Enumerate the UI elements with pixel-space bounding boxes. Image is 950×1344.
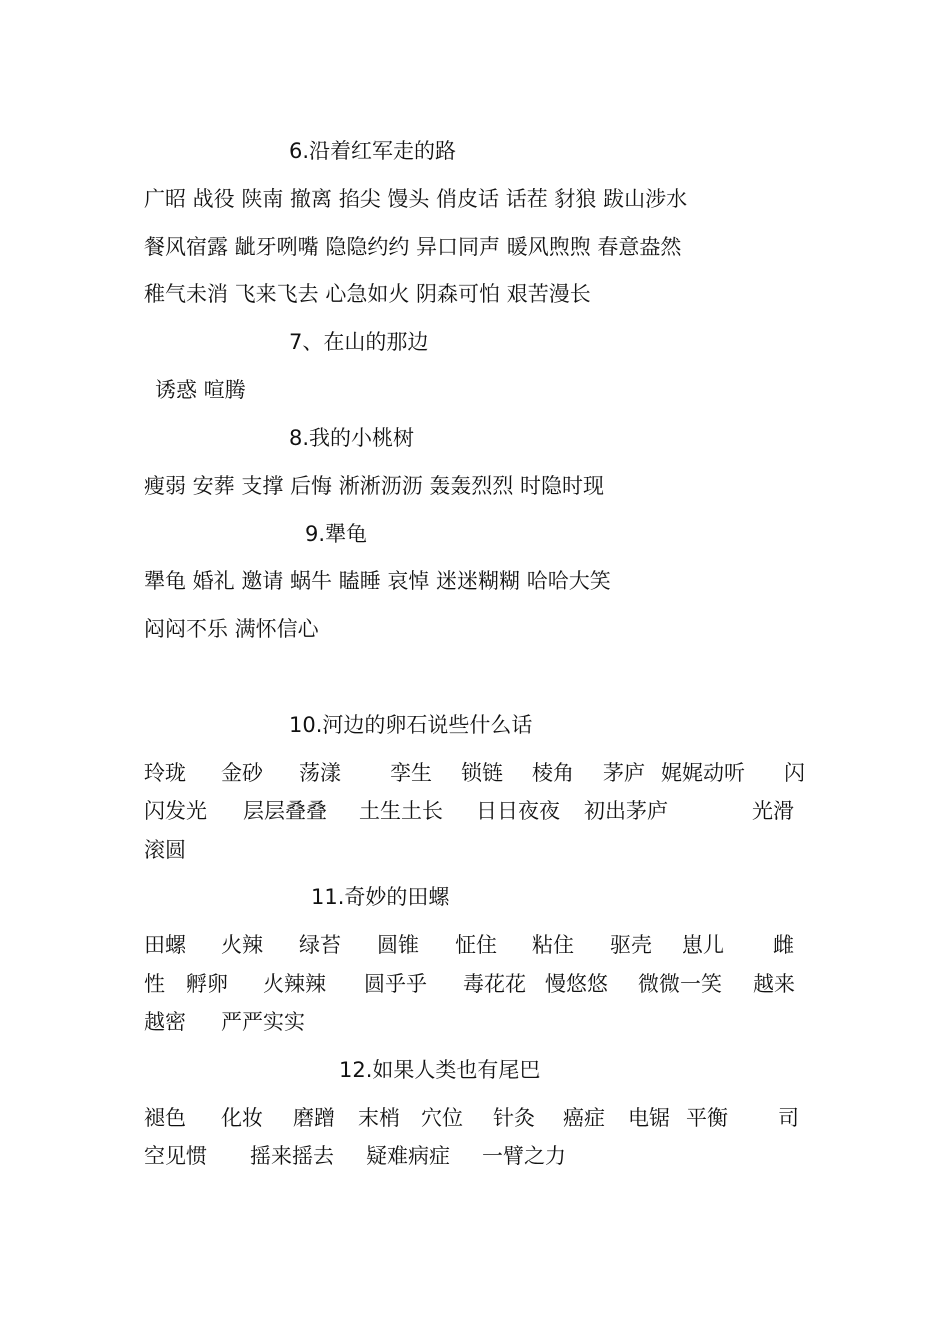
vocab-word: 金砂	[221, 761, 263, 785]
vocab-word: 褪色	[144, 1106, 186, 1130]
vocab-word: 娓娓动听	[661, 761, 745, 785]
vocab-word: 性	[144, 972, 165, 996]
lesson-heading: 8.我的小桃树	[289, 426, 415, 450]
vocab-word: 日日夜夜	[476, 799, 560, 823]
vocab-word: 驱壳	[610, 933, 652, 957]
vocab-word: 玲珑	[144, 761, 186, 785]
vocab-line: 诱惑 喧腾	[155, 378, 246, 402]
vocab-line: 闷闷不乐 满怀信心	[144, 617, 319, 641]
vocab-word: 慢悠悠	[545, 972, 608, 996]
vocab-word: 平衡	[686, 1106, 728, 1130]
vocab-word: 针灸	[493, 1106, 535, 1130]
vocab-word: 棱角	[532, 761, 574, 785]
vocab-line: 犟龟 婚礼 邀请 蜗牛 瞌睡 哀悼 迷迷糊糊 哈哈大笑	[144, 569, 611, 593]
vocab-word: 圆锥	[377, 933, 419, 957]
vocab-word: 越密	[144, 1010, 186, 1034]
vocab-word: 雌	[773, 933, 794, 957]
vocab-row	[0, 836, 950, 864]
vocab-word: 闪	[784, 761, 805, 785]
vocab-word: 末梢	[358, 1106, 400, 1130]
vocab-word: 穴位	[421, 1106, 463, 1130]
lesson-heading: 7、在山的那边	[289, 330, 429, 354]
vocab-row	[0, 759, 950, 787]
vocab-word: 茅庐	[603, 761, 645, 785]
vocab-row	[0, 1142, 950, 1170]
vocab-row	[0, 970, 950, 998]
vocab-word: 一臂之力	[482, 1144, 566, 1168]
vocab-word: 怔住	[455, 933, 497, 957]
vocab-word: 癌症	[563, 1106, 605, 1130]
vocab-word: 严严实实	[221, 1010, 305, 1034]
vocab-word: 滚圆	[144, 838, 186, 862]
vocab-word: 闪发光	[144, 799, 207, 823]
vocab-word: 毒花花	[463, 972, 526, 996]
vocab-word: 绿苔	[299, 933, 341, 957]
vocab-word: 化妆	[221, 1106, 263, 1130]
vocab-word: 锁链	[461, 761, 503, 785]
lesson-heading: 12.如果人类也有尾巴	[339, 1058, 541, 1082]
vocab-word: 初出茅庐	[584, 799, 668, 823]
vocab-word: 光滑	[752, 799, 794, 823]
lesson-heading: 11.奇妙的田螺	[311, 885, 450, 909]
vocab-word: 火辣辣	[263, 972, 326, 996]
vocab-word: 田螺	[144, 933, 186, 957]
lesson-heading: 10.河边的卵石说些什么话	[289, 713, 533, 737]
vocab-row	[0, 1104, 950, 1132]
vocab-word: 电锯	[628, 1106, 670, 1130]
vocab-row	[0, 797, 950, 825]
lesson-heading: 9.犟龟	[305, 522, 368, 546]
vocab-line: 稚气未消 飞来飞去 心急如火 阴森可怕 艰苦漫长	[144, 282, 591, 306]
vocab-word: 空见惯	[144, 1144, 207, 1168]
vocab-word: 层层叠叠	[243, 799, 327, 823]
vocab-word: 越来	[753, 972, 795, 996]
vocab-word: 微微一笑	[638, 972, 722, 996]
vocab-word: 粘住	[532, 933, 574, 957]
vocab-word: 孪生	[390, 761, 432, 785]
vocab-word: 摇来摇去	[250, 1144, 334, 1168]
vocab-word: 崽儿	[682, 933, 724, 957]
vocab-word: 土生土长	[359, 799, 443, 823]
vocab-line: 瘦弱 安葬 支撑 后悔 淅淅沥沥 轰轰烈烈 时隐时现	[144, 474, 605, 498]
vocab-word: 火辣	[221, 933, 263, 957]
vocab-word: 孵卵	[186, 972, 228, 996]
lesson-heading: 6.沿着红军走的路	[289, 139, 457, 163]
vocab-word: 司	[778, 1106, 799, 1130]
vocab-line: 餐风宿露 龇牙咧嘴 隐隐约约 异口同声 暖风煦煦 春意盎然	[144, 235, 682, 259]
vocab-word: 圆乎乎	[364, 972, 427, 996]
vocab-row	[0, 1008, 950, 1036]
vocab-word: 疑难病症	[366, 1144, 450, 1168]
vocab-word: 磨蹭	[293, 1106, 335, 1130]
vocab-row	[0, 931, 950, 959]
vocab-word: 荡漾	[299, 761, 341, 785]
vocab-line: 广昭 战役 陕南 撤离 掐尖 馒头 俏皮话 话茬 豺狼 跋山涉水	[144, 187, 688, 211]
